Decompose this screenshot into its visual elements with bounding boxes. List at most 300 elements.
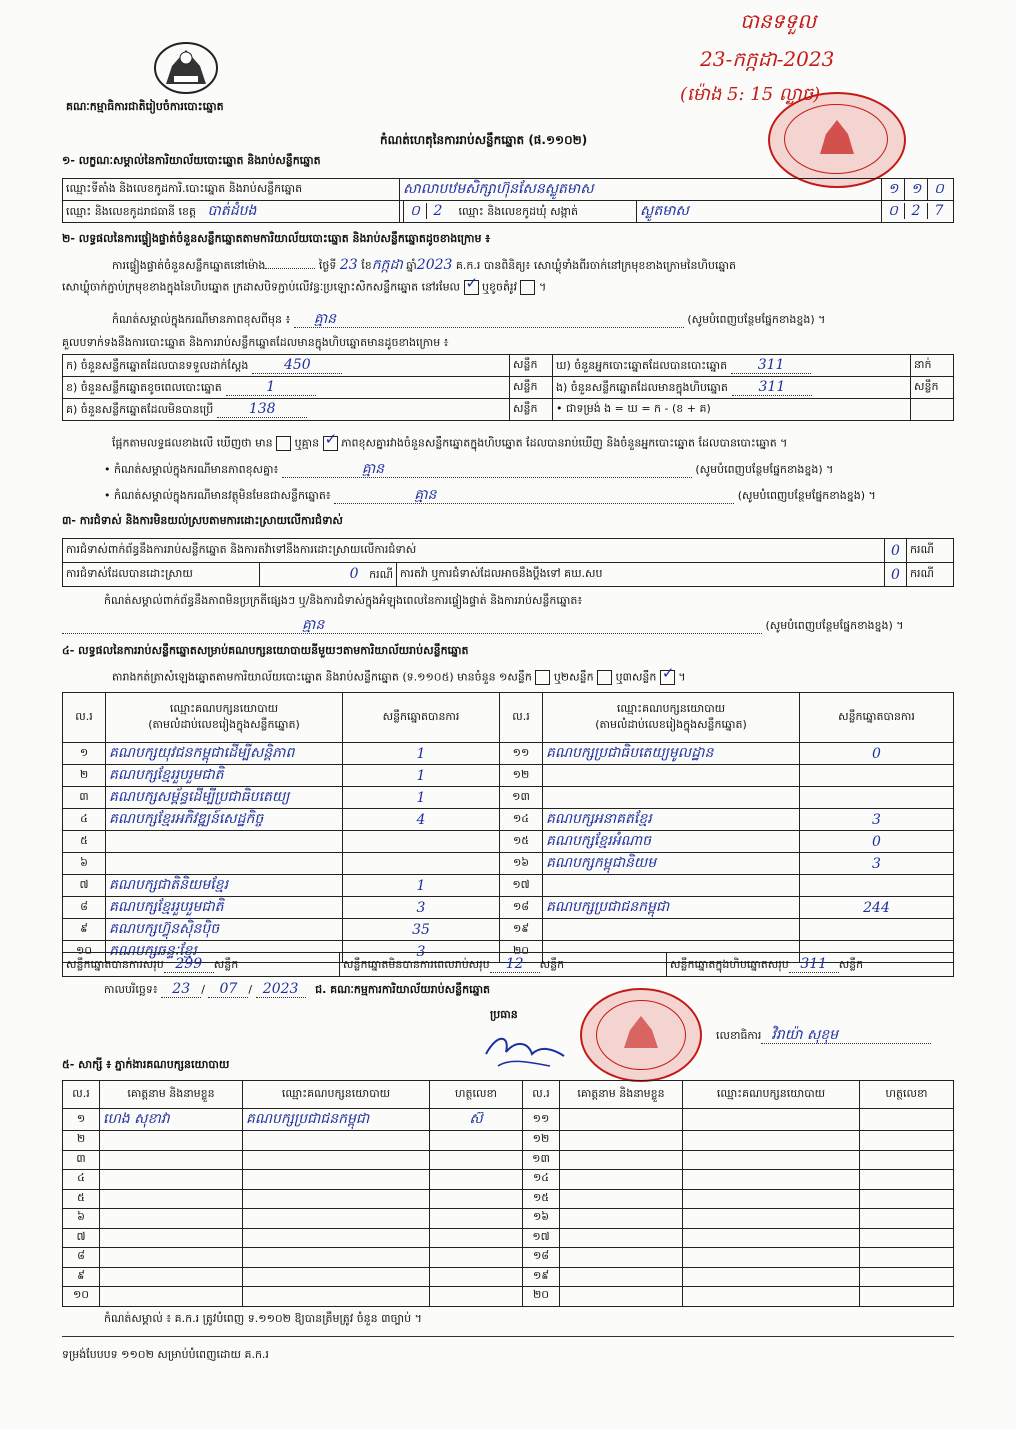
party-name-text: គណបក្សខ្មែររួបរួមជាតិ bbox=[109, 899, 224, 915]
party-no-right bbox=[500, 919, 543, 941]
witness-row bbox=[63, 1150, 954, 1170]
form-title: កំណត់ហេតុនៃការរាប់សន្លឹកឆ្នោត (ផ.១១០២) bbox=[380, 133, 588, 147]
party-name-right bbox=[543, 787, 800, 809]
witness-sign-right bbox=[860, 1267, 954, 1287]
party-no-right bbox=[500, 743, 543, 765]
party-no-text: ១ bbox=[79, 745, 89, 759]
witness-party bbox=[243, 1189, 430, 1209]
witness-sign-right bbox=[860, 1131, 954, 1151]
party-name bbox=[106, 765, 343, 787]
party-votes bbox=[343, 875, 500, 897]
party-no-right-text: ១៩ bbox=[512, 921, 530, 935]
party-no-text: ២ bbox=[79, 767, 89, 781]
party-votes-right-text: 3 bbox=[872, 811, 881, 828]
witness-name-right bbox=[560, 1228, 683, 1248]
party-name-text: គណបក្សឆន្ទៈខ្មែរ bbox=[109, 943, 197, 959]
sheets-2-checkbox[interactable] bbox=[597, 670, 612, 685]
party-no-right-text: ១៨ bbox=[512, 899, 530, 913]
fill-note4: (សូមបំពេញបន្ថែមផ្នែកខាងខ្នង) ។ bbox=[765, 619, 904, 632]
witness-no-right bbox=[523, 1150, 560, 1170]
secretary-name: វិរាយ៉ា សុខុម bbox=[771, 1027, 839, 1043]
verify-text1: គ.ក.រ បានពិនិត្យ៖ សោឃ្លុំទាំងពីរចាក់នៅក្រមុខខាងក្រោមនៃហិបឆ្នោត bbox=[455, 259, 736, 272]
party-name-right bbox=[543, 765, 800, 787]
count-unit-text: សន្លឹក bbox=[513, 379, 538, 393]
witness-sign-right bbox=[860, 1287, 954, 1307]
party-no-right-text: ១៤ bbox=[512, 811, 530, 825]
party-votes bbox=[343, 787, 500, 809]
witness-sign bbox=[430, 1150, 523, 1170]
w-col-no: ល.រ bbox=[63, 1081, 100, 1109]
count-unit bbox=[510, 399, 553, 421]
party-no-text: ៤ bbox=[80, 811, 88, 825]
party-no-right-text: ១១ bbox=[512, 745, 530, 759]
witness-sign-right bbox=[860, 1228, 954, 1248]
witness-row bbox=[63, 1248, 954, 1268]
witness-name-right bbox=[560, 1131, 683, 1151]
party-no-right bbox=[500, 853, 543, 875]
party-name bbox=[106, 919, 343, 941]
received-stamp-date: 23-កក្កដា-2023 bbox=[700, 47, 835, 71]
count-left bbox=[63, 355, 510, 377]
day-value: 23 bbox=[339, 257, 358, 273]
province-value: បាត់ដំបង bbox=[207, 203, 257, 219]
witness-name-right bbox=[560, 1150, 683, 1170]
total-box-cell bbox=[667, 953, 954, 977]
resolved-value: 0 bbox=[349, 565, 359, 582]
party-votes-text: 3 bbox=[416, 899, 426, 916]
total-valid-cell bbox=[63, 953, 340, 977]
witness-name-text: ហេង សុខាវា bbox=[103, 1111, 170, 1127]
note1-line bbox=[112, 312, 962, 328]
witness-no-right-text: ១៥ bbox=[532, 1190, 550, 1204]
witness-party-text: គណបក្សប្រជាជនកម្ពុជា bbox=[246, 1111, 370, 1127]
total-valid-value: 299 bbox=[175, 955, 203, 972]
code-digit: ១ bbox=[904, 179, 927, 200]
col-party-label: ឈ្មោះគណបក្សនយោបាយ bbox=[169, 701, 279, 715]
party-no-right-text: ១៣ bbox=[512, 789, 530, 803]
party-votes-right-text: 244 bbox=[863, 899, 890, 916]
witness-no-text: ៨ bbox=[77, 1249, 85, 1263]
code-digit: ០ bbox=[927, 179, 950, 200]
party-name-right bbox=[543, 831, 800, 853]
party-votes-text: 1 bbox=[416, 745, 426, 762]
witness-no-text: ៤ bbox=[77, 1171, 85, 1185]
year-value: 2023 bbox=[416, 257, 453, 273]
witness-no-right-text: ១១ bbox=[532, 1111, 550, 1125]
witness-sign bbox=[430, 1228, 523, 1248]
col-votes: សន្លឹកឆ្នោតបានការ bbox=[343, 693, 500, 743]
party-row bbox=[63, 831, 954, 853]
witness-party bbox=[243, 1170, 430, 1190]
count-value: 1 bbox=[266, 378, 276, 395]
party-votes-text: 35 bbox=[412, 921, 430, 938]
sheets-2-label: ឬ២សន្លឹក bbox=[553, 670, 594, 684]
party-votes bbox=[343, 853, 500, 875]
w-col-name: គោត្តនាម និងនាមខ្លួន bbox=[100, 1081, 243, 1109]
witness-no-text: ៥ bbox=[77, 1190, 85, 1204]
witness-name bbox=[100, 1109, 243, 1131]
count-value: 138 bbox=[248, 400, 276, 417]
nec-emblem-icon bbox=[150, 36, 222, 96]
count-label2: ង) ចំនួនសន្លឹកឆ្នោតដែលមានក្នុងហិបឆ្នោត bbox=[556, 380, 728, 394]
verify-text2: សោឃ្លុំចាក់ភ្ជាប់ក្រមុខខាងក្នុងនៃហិបឆ្នោត ក្រដាសបិទភ្ជាប់លើវន្ធៈប្រឡោះសិកសន្លឹកឆ្នោត នៅរមែល bbox=[62, 280, 461, 294]
witness-table bbox=[62, 1080, 954, 1307]
witness-no-right-text: ២០ bbox=[532, 1288, 550, 1302]
witness-no-text: ៩ bbox=[77, 1268, 85, 1282]
witness-party-right bbox=[683, 1287, 860, 1307]
party-name bbox=[106, 875, 343, 897]
witness-no-right-text: ១៩ bbox=[532, 1268, 550, 1282]
resolved-label: ការជំទាស់ដែលបានដោះស្រាយ bbox=[63, 563, 260, 587]
witness-row bbox=[63, 1267, 954, 1287]
party-votes-right-text: 0 bbox=[872, 833, 881, 850]
party-no bbox=[63, 853, 106, 875]
section3-note-value: គ្មាន bbox=[302, 617, 325, 633]
witness-party bbox=[243, 1267, 430, 1287]
party-no-text: ៧ bbox=[79, 877, 89, 891]
commune-label: ឈ្មោះ និងលេខកូដឃុំ សង្កាត់ bbox=[458, 205, 579, 218]
party-votes-right bbox=[800, 897, 954, 919]
witness-no-right bbox=[523, 1170, 560, 1190]
party-votes-right bbox=[800, 765, 954, 787]
footer-divider bbox=[62, 1336, 954, 1337]
count-unit2-text: នាក់ bbox=[914, 357, 932, 371]
party-no bbox=[63, 809, 106, 831]
count-label: ក) ចំនួនសន្លឹកឆ្នោតដែលបានទទួលដាក់ស្តែង bbox=[66, 358, 249, 372]
witness-no-text: ២ bbox=[76, 1132, 86, 1146]
objections-table bbox=[62, 538, 954, 587]
party-no-right bbox=[500, 787, 543, 809]
party-votes bbox=[343, 831, 500, 853]
party-row bbox=[63, 809, 954, 831]
note2-value: គ្មាន bbox=[361, 461, 385, 477]
col-party-sub: (តាមលំដាប់លេខរៀងក្នុងសន្លឹកឆ្នោត) bbox=[595, 717, 747, 731]
footer-form-ref: ទម្រង់បែបបទ ១១០២ សម្រាប់បំពេញដោយ គ.ក.រ bbox=[62, 1348, 269, 1361]
code-digit: 2 bbox=[426, 203, 449, 219]
col-votes-right: សន្លឹកឆ្នោតបានការ bbox=[800, 693, 954, 743]
province-cell bbox=[63, 201, 400, 223]
locks-damaged-checkbox[interactable] bbox=[520, 280, 535, 295]
appeal-value: 0 bbox=[891, 566, 900, 583]
party-votes-text: 3 bbox=[416, 943, 426, 960]
witness-sign-right bbox=[860, 1209, 954, 1229]
witness-no-right-text: ១៣ bbox=[532, 1151, 550, 1165]
party-no bbox=[63, 787, 106, 809]
code-digit: ១ bbox=[881, 179, 904, 200]
witness-row bbox=[63, 1228, 954, 1248]
col-party-right bbox=[543, 693, 800, 743]
party-name-right bbox=[543, 875, 800, 897]
section3-note-label: កំណត់សម្គាល់ពាក់ព័ន្ធនឹងភាពមិនប្រក្រតីផ្សេងៗ ឬ/និងការជំទាស់ក្នុងអំឡុងពេលនៃការផ្ទៀងផ្ទាត់ និងការរាប់សន្លឹកឆ្នោត៖ bbox=[104, 594, 583, 607]
secretary-line bbox=[716, 1028, 976, 1044]
party-name bbox=[106, 897, 343, 919]
total-valid-label: សន្លឹកឆ្នោតបានការសរុប bbox=[66, 957, 164, 971]
witness-no-text: ៦ bbox=[77, 1210, 85, 1224]
total-invalid-value: 12 bbox=[505, 955, 524, 972]
witness-no-text: ១ bbox=[76, 1111, 86, 1125]
official-seal-middle bbox=[580, 988, 702, 1082]
witness-sign bbox=[430, 1189, 523, 1209]
count-label: ខ) ចំនួនសន្លឹកឆ្នោតខូចពេលបោះឆ្នោត bbox=[66, 380, 222, 394]
diff-no-label: ឬគ្មាន bbox=[294, 436, 320, 450]
witness-sign bbox=[430, 1109, 523, 1131]
party-name bbox=[106, 809, 343, 831]
total-invalid-cell bbox=[340, 953, 667, 977]
day-label: ថ្ងៃទី bbox=[318, 259, 337, 272]
witness-name bbox=[100, 1267, 243, 1287]
witness-no-text: ៣ bbox=[76, 1151, 86, 1165]
party-no bbox=[63, 831, 106, 853]
location-value: សាលាបឋមសិក្សាហ៊ុនសែនស្លូតមាស bbox=[403, 181, 594, 197]
party-no bbox=[63, 897, 106, 919]
witness-no-right-text: ១៦ bbox=[532, 1210, 550, 1224]
witness-no-right bbox=[523, 1131, 560, 1151]
section4-title: ៤- លទ្ធផលនៃការរាប់សន្លឹកឆ្នោតសម្រាប់គណបក្សនយោបាយនីមួយៗតាមការិយាល័យរាប់សន្លឹកឆ្នោត bbox=[62, 644, 469, 657]
witness-party bbox=[243, 1131, 430, 1151]
party-no bbox=[63, 875, 106, 897]
received-stamp-time: (ម៉ោង 5: 15 ល្ងាច) bbox=[680, 84, 821, 105]
witness-party bbox=[243, 1150, 430, 1170]
witness-no bbox=[63, 1170, 100, 1190]
count-unit2-text: សន្លឹក bbox=[914, 379, 939, 393]
count-label2: ឃ) ចំនួនអ្នកបោះឆ្នោតដែលបានបោះឆ្នោត bbox=[556, 358, 728, 372]
witness-party bbox=[243, 1287, 430, 1307]
witness-party bbox=[243, 1228, 430, 1248]
count-value: 450 bbox=[283, 356, 311, 373]
received-stamp-line1: បានទទួល bbox=[740, 9, 817, 33]
province-label: ឈ្មោះ និងលេខកូដរាជធានី ខេត្ត bbox=[66, 205, 196, 218]
tally-intro: តារាងកត់ត្រាសំឡេងឆ្នោតតាមការិយាល័យបោះឆ្នោត និងរាប់សន្លឹកឆ្នោត (ទ.១១០៥) មានចំនួន ១សន្លឹក bbox=[112, 670, 532, 684]
footer-note: កំណត់សម្គាល់ ៖ គ.ក.រ ត្រូវបំពេញ ទ.១១០២ ឱ្យបានត្រឹមត្រូវ ចំនួន ៣ច្បាប់ ។ bbox=[104, 1312, 422, 1325]
party-results-table bbox=[62, 692, 954, 963]
witness-row bbox=[63, 1131, 954, 1151]
date-day: 23 bbox=[172, 981, 191, 997]
count-unit2 bbox=[911, 355, 954, 377]
witness-sign-right bbox=[860, 1150, 954, 1170]
witness-no-right bbox=[523, 1267, 560, 1287]
date-month: 07 bbox=[219, 981, 238, 997]
party-votes-right bbox=[800, 787, 954, 809]
party-votes bbox=[343, 809, 500, 831]
count-left bbox=[63, 399, 510, 421]
signing-date-line: កាលបរិច្ឆេទ៖ 23 / 07 / 2023 ជ. គណៈកម្មការការិយាល័យរាប់សន្លឹកឆ្នោត bbox=[104, 981, 491, 997]
party-name-right-text: គណបក្សកម្ពុជានិយម bbox=[546, 855, 657, 871]
w-col-party-right: ឈ្មោះគណបក្សនយោបាយ bbox=[683, 1081, 860, 1109]
witness-sign-right bbox=[860, 1189, 954, 1209]
party-no-right-text: ១៥ bbox=[512, 833, 530, 847]
section1-title: ១- លក្ខណៈសម្គាល់នៃការិយាល័យបោះឆ្នោត និងរាប់សន្លឹកឆ្នោត bbox=[62, 154, 321, 167]
witness-sign-right bbox=[860, 1170, 954, 1190]
party-row bbox=[63, 787, 954, 809]
unit-text: សន្លឹក bbox=[838, 957, 864, 971]
location-code bbox=[881, 179, 950, 200]
totals-row bbox=[62, 952, 954, 977]
total-invalid-label: សន្លឹកឆ្នោតមិនបានការពេលរាប់សរុប bbox=[343, 957, 490, 971]
party-no-right-text: ២០ bbox=[512, 943, 530, 957]
party-votes-right bbox=[800, 875, 954, 897]
party-name-right bbox=[543, 897, 800, 919]
count-unit-text: សន្លឹក bbox=[513, 401, 538, 415]
sheets-3-label: ឬ៣សន្លឹក bbox=[615, 670, 657, 684]
institution-name: គណៈកម្មាធិការជាតិរៀបចំការបោះឆ្នោត bbox=[66, 100, 224, 113]
witness-party bbox=[243, 1248, 430, 1268]
witness-name-right bbox=[560, 1248, 683, 1268]
party-no-right bbox=[500, 897, 543, 919]
month-value: កក្កដា bbox=[371, 257, 403, 273]
secretary-label: លេខាធិការ bbox=[716, 1029, 762, 1042]
party-name-text: គណបក្សសម្ព័ន្ធដើម្បីប្រជាធិបតេយ្យ bbox=[109, 789, 290, 805]
party-name-right-text: គណបក្សប្រជាធិបតេយ្យមូលដ្ឋាន bbox=[546, 745, 714, 761]
witness-party-right bbox=[683, 1170, 860, 1190]
party-votes-right bbox=[800, 831, 954, 853]
witness-party-right bbox=[683, 1267, 860, 1287]
party-row bbox=[63, 897, 954, 919]
witness-name bbox=[100, 1248, 243, 1268]
section5-title: ៥- សាក្សី ៖ ភ្នាក់ងារគណបក្សនយោបាយ bbox=[62, 1058, 230, 1071]
witness-row bbox=[63, 1287, 954, 1307]
witness-no-right bbox=[523, 1189, 560, 1209]
fill-note: (សូមបំពេញបន្ថែមផ្នែកខាងខ្នង) ។ bbox=[687, 313, 826, 326]
diff-line bbox=[112, 430, 962, 451]
col-party-sub: (តាមលំដាប់លេខរៀងក្នុងសន្លឹកឆ្នោត) bbox=[148, 717, 300, 731]
party-name-text: គណបក្សយុវជនកម្ពុជាដើម្បីសន្តិភាព bbox=[109, 745, 295, 761]
witness-no-right-text: ១៤ bbox=[532, 1171, 550, 1185]
w-col-sign-right: ហត្ថលេខា bbox=[860, 1081, 954, 1109]
party-votes-text: 1 bbox=[416, 767, 426, 784]
witness-no bbox=[63, 1267, 100, 1287]
commune-value: ស្លូតមាស bbox=[640, 203, 689, 219]
witness-name bbox=[100, 1170, 243, 1190]
witness-row bbox=[63, 1189, 954, 1209]
witness-name bbox=[100, 1189, 243, 1209]
party-name bbox=[106, 787, 343, 809]
diff-yes-checkbox[interactable] bbox=[276, 436, 291, 451]
verify-line bbox=[112, 258, 962, 273]
fill-note3: (សូមបំពេញបន្ថែមផ្នែកខាងខ្នង) ។ bbox=[737, 489, 876, 502]
party-name-text: គណបក្សជាតិនិយមខ្មែរ bbox=[109, 877, 229, 893]
note2-label: • កំណត់សម្គាល់ក្នុងករណីមានភាពខុសគ្នា៖ bbox=[104, 463, 279, 476]
note3-label: • កំណត់សម្គាល់ក្នុងករណីមានវត្ថុមិនមែនជាសន្លឹកឆ្នោត៖ bbox=[104, 489, 331, 502]
note2-line bbox=[104, 462, 964, 478]
sheets-3-checkbox[interactable]: ✓ bbox=[660, 670, 675, 685]
witness-no bbox=[63, 1248, 100, 1268]
date-label: កាលបរិច្ឆេទ៖ bbox=[104, 983, 158, 996]
sheets-1-checkbox[interactable] bbox=[535, 670, 550, 685]
location-cell bbox=[400, 179, 954, 201]
count-left bbox=[63, 377, 510, 399]
party-votes-right bbox=[800, 809, 954, 831]
witness-no bbox=[63, 1189, 100, 1209]
witness-name bbox=[100, 1287, 243, 1307]
signer-label: ជ. គណៈកម្មការការិយាល័យរាប់សន្លឹកឆ្នោត bbox=[315, 983, 491, 996]
locks-ok-checkbox[interactable]: ✓ bbox=[464, 280, 479, 295]
witness-no-right bbox=[523, 1228, 560, 1248]
province-code-cell bbox=[400, 201, 637, 223]
party-votes bbox=[343, 765, 500, 787]
count-unit bbox=[510, 355, 553, 377]
party-votes-text: 4 bbox=[416, 811, 426, 828]
objection-label: ការជំទាស់ពាក់ព័ន្ធនឹងការរាប់សន្លឹកឆ្នោត និងការតវ៉ាទៅនឹងការដោះស្រាយលើការជំទាស់ bbox=[63, 539, 885, 563]
chair-signature-icon bbox=[480, 1026, 570, 1074]
party-name bbox=[106, 853, 343, 875]
note1-value: គ្មាន bbox=[313, 311, 337, 327]
witness-party-right bbox=[683, 1150, 860, 1170]
section3-title: ៣- ការជំទាស់ និងការមិនយល់ស្របតាមការដោះស្រាយលើការជំទាស់ bbox=[62, 514, 343, 527]
diff-label: ផ្អែកតាមលទ្ធផលខាងលើ ឃើញថា មាន bbox=[112, 436, 273, 450]
date-year: 2023 bbox=[262, 981, 299, 997]
party-no-right bbox=[500, 875, 543, 897]
witness-no bbox=[63, 1209, 100, 1229]
count-unit2 bbox=[911, 377, 954, 399]
party-votes-right bbox=[800, 743, 954, 765]
code-digit: ០ bbox=[403, 201, 426, 222]
party-votes bbox=[343, 919, 500, 941]
party-row bbox=[63, 875, 954, 897]
witness-sign bbox=[430, 1131, 523, 1151]
count-unit2 bbox=[911, 399, 954, 421]
code-digit: 7 bbox=[927, 203, 950, 219]
witness-party-right bbox=[683, 1131, 860, 1151]
witness-name-right bbox=[560, 1170, 683, 1190]
verify-time-label: ការផ្ទៀងផ្ទាត់ចំនួនសន្លឹកឆ្នោតនៅម៉ោង bbox=[112, 259, 266, 272]
party-name-text: គណបក្សខ្មែររួបរួមជាតិ bbox=[109, 767, 224, 783]
party-no-right-text: ១៦ bbox=[512, 855, 530, 869]
witness-sign bbox=[430, 1209, 523, 1229]
party-name-right bbox=[543, 853, 800, 875]
commune-cell bbox=[637, 201, 954, 223]
party-no-right bbox=[500, 765, 543, 787]
code-digit: 2 bbox=[904, 203, 927, 219]
witness-no bbox=[63, 1131, 100, 1151]
party-votes bbox=[343, 743, 500, 765]
total-box-label: សន្លឹកឆ្នោតក្នុងហិបឆ្នោតសរុប bbox=[670, 957, 789, 971]
witness-row bbox=[63, 1170, 954, 1190]
objection-value: 0 bbox=[891, 542, 900, 559]
diff-no-checkbox[interactable]: ✓ bbox=[323, 436, 338, 451]
party-row bbox=[63, 765, 954, 787]
party-name-right-text: គណបក្សអនាគតខ្មែរ bbox=[546, 811, 652, 827]
party-votes-right-text: 0 bbox=[872, 745, 881, 762]
witness-name bbox=[100, 1228, 243, 1248]
w-col-party: ឈ្មោះគណបក្សនយោបាយ bbox=[243, 1081, 430, 1109]
party-no bbox=[63, 743, 106, 765]
verify-line2: សោឃ្លុំចាក់ភ្ជាប់ក្រមុខខាងក្នុងនៃហិបឆ្នោត ក្រដាសបិទភ្ជាប់លើវន្ធៈប្រឡោះសិកសន្លឹកឆ្នោត នៅរមែល ✓ ឬខូចតំរូវ ។ bbox=[62, 274, 547, 294]
tally-sheet-line: តារាងកត់ត្រាសំឡេងឆ្នោតតាមការិយាល័យបោះឆ្នោត និងរាប់សន្លឹកឆ្នោត (ទ.១១០៥) មានចំនួន ១សន្លឹក ឬ២សន្លឹក ឬ៣សន្លឹក ✓ ។ bbox=[112, 664, 686, 684]
witness-row bbox=[63, 1209, 954, 1229]
count-label2: • ជាទម្រង់ ង = ឃ = ក - (ខ + គ) bbox=[556, 401, 711, 415]
witness-no-right-text: ១៧ bbox=[532, 1229, 550, 1243]
witness-no bbox=[63, 1228, 100, 1248]
witness-no bbox=[63, 1150, 100, 1170]
w-col-sign: ហត្ថលេខា bbox=[430, 1081, 523, 1109]
unit-text: សន្លឹក bbox=[213, 957, 239, 971]
party-votes-text: 1 bbox=[416, 877, 426, 894]
witness-sign bbox=[430, 1267, 523, 1287]
witness-party-right bbox=[683, 1228, 860, 1248]
party-votes-text: 1 bbox=[416, 789, 426, 806]
note1-label: កំណត់សម្គាល់ក្នុងករណីមានភាពខុសពីមុន ៖ bbox=[112, 313, 291, 326]
note3-value: គ្មាន bbox=[414, 487, 437, 503]
count-row bbox=[63, 399, 954, 421]
opt-damaged-label: ឬខូចតំរូវ bbox=[482, 280, 517, 294]
count-label: គ) ចំនួនសន្លឹកឆ្នោតដែលមិនបានប្រើ bbox=[66, 402, 214, 416]
party-no-text: ៨ bbox=[80, 899, 88, 913]
witness-sign-right bbox=[860, 1109, 954, 1131]
party-no-text: ៦ bbox=[80, 855, 88, 869]
party-name-right bbox=[543, 809, 800, 831]
code-digit: ០ bbox=[881, 201, 904, 222]
count-row bbox=[63, 377, 954, 399]
